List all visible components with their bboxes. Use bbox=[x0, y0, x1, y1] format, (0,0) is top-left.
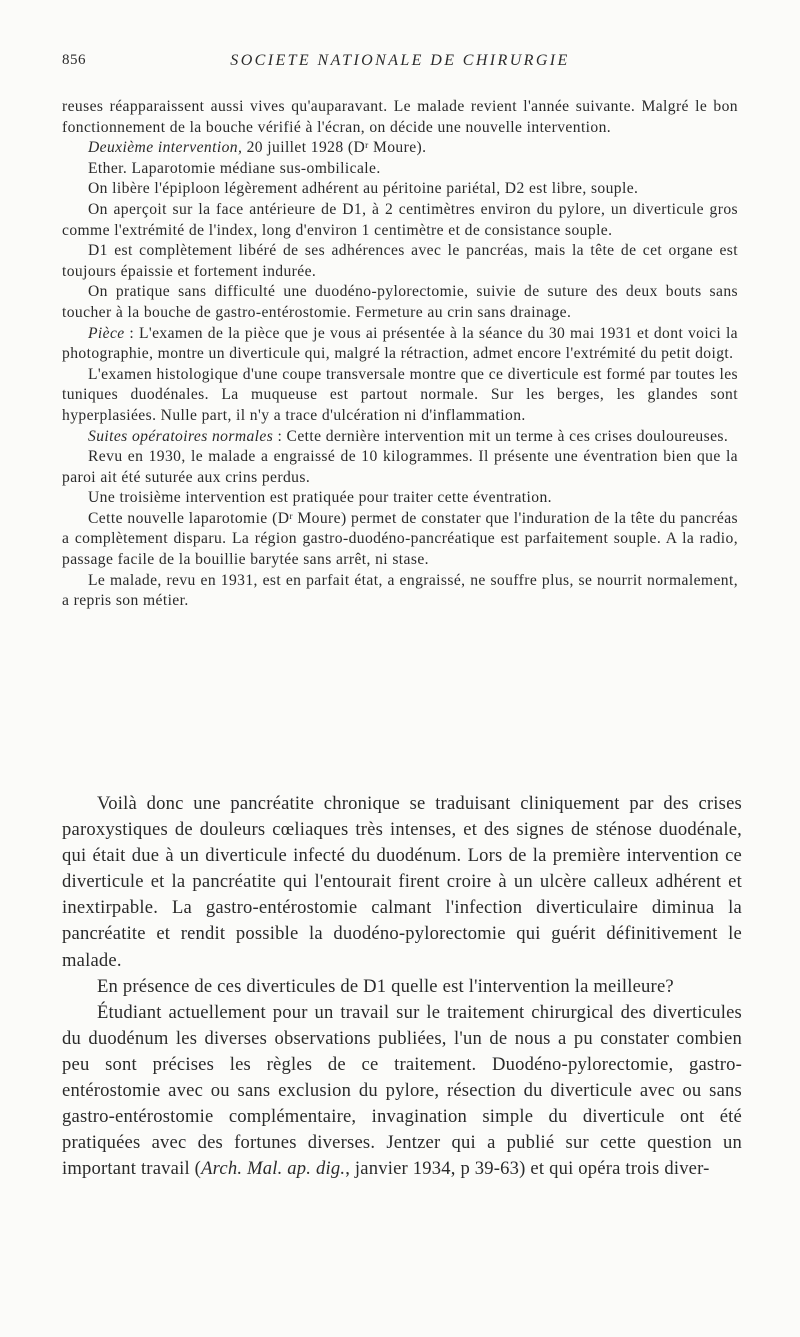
paragraph: Étudiant actuellement pour un travail sur le traitement chirurgical des diverticules du duodénum les diverses observations publiées, l'un de nous a pu constater combien peu sont précises les règles de ce traitement. Duodéno-pylorectomie, gastro-entérostomie avec ou sans exclusion du pylore, résection du diverticule avec ou sans gastro-entérostomie complémentaire, invagination simple du diverticule ont été pratiquées avec des fortunes diverses. Jentzer qui a publié sur cette question un important travail (Arch. Mal. ap. dig., janvier 1934, p 39-63) et qui opéra trois diver- bbox=[62, 1001, 742, 1180]
italic-heading: Deuxième intervention, bbox=[88, 139, 243, 157]
paragraph: D1 est complètement libéré de ses adhérences avec le pancréas, mais la tête de cet organe est toujours épaissie et fortement indurée. bbox=[62, 242, 738, 280]
journal-citation: Arch. Mal. ap. dig. bbox=[201, 1158, 346, 1180]
paragraph: Cette nouvelle laparotomie ($D^r$ Moure) permet de constater que l'induration de la tête du pancréas a complètement disparu. La région gastro-duodéno-pancréatique est parfaitement souple. A la radio, passage facile de la bouillie barytée sans arrêt, ni stase. bbox=[62, 509, 738, 569]
discussion-text bbox=[62, 791, 742, 1182]
paragraph: Revu en 1930, le malade a engraissé de 10 kilogrammes. Il présente une éventration bien que la paroi ait été suturée aux crins perdus. bbox=[62, 448, 738, 486]
paragraph: On libère l'épiploon légèrement adhérent au péritoine pariétal, D2 est libre, souple. bbox=[88, 180, 639, 198]
page-number: 856 bbox=[62, 52, 86, 68]
paragraph: Pièce : L'examen de la pièce que je vous ai présentée à la séance du 30 mai 1931 et dont voici la photographie, montre un diverticule qui, malgré la rétraction, admet encore l'extrémité du petit doigt. bbox=[62, 324, 738, 363]
paragraph: reuses réapparaissent aussi vives qu'auparavant. Le malade revient l'année suivante. Malgré le bon fonctionnement de la bouche vérifié à l'écran, on décide une nouvelle intervention. bbox=[62, 98, 738, 136]
case-report-text bbox=[62, 97, 738, 612]
paragraph: On aperçoit sur la face antérieure de D1, à 2 centimètres environ du pylore, un diverticule gros comme l'extrémité de l'index, long d'environ 1 centimètre et de consistance souple. bbox=[62, 200, 738, 239]
paragraph: Voilà donc une pancréatite chronique se traduisant cliniquement par des crises paroxystiques de douleurs cœliaques très intenses, et des signes de sténose duodénale, qui était due à un diverticule infecté du duodénum. Lors de la première intervention ce diverticule et la pancréatite qui l'entourait firent croire à un ulcère calleux adhérent et inextirpable. La gastro-entérostomie calmant l'infection diverticulaire diminua la pancréatite et rendit possible la duodéno-pylorectomie qui guérit définitivement le malade. bbox=[62, 793, 742, 971]
running-title: SOCIETE NATIONALE DE CHIRURGIE bbox=[230, 52, 570, 69]
paragraph: En présence de ces diverticules de D1 quelle est l'intervention la meilleure? bbox=[97, 975, 674, 997]
paragraph: Suites opératoires normales : Cette dernière intervention mit un terme à ces crises douloureuses. bbox=[88, 427, 729, 445]
paragraph: Une troisième intervention est pratiquée pour traiter cette éventration. bbox=[88, 489, 552, 507]
italic-heading: Suites opératoires normales bbox=[88, 427, 274, 445]
page-header bbox=[62, 52, 738, 76]
paragraph: Le malade, revu en 1931, est en parfait état, a engraissé, ne souffre plus, se nourrit normalement, a repris son métier. bbox=[62, 571, 738, 610]
paragraph: On pratique sans difficulté une duodéno-pylorectomie, suivie de suture des deux bouts sans toucher à la bouche de gastro-entérostomie. Fermeture au crin sans drainage. bbox=[62, 283, 738, 321]
paragraph: L'examen histologique d'une coupe transversale montre que ce diverticule est formé par toutes les tuniques duodénales. La muqueuse est partout normale. Sur les berges, les glandes sont hyperplasiées. Nulle part, il n'y a trace d'ulcération ni d'inflammation. bbox=[62, 365, 738, 424]
italic-heading: Pièce bbox=[88, 324, 125, 342]
paragraph: Ether. Laparotomie médiane sus-ombilicale. bbox=[88, 159, 381, 177]
paragraph: Deuxième intervention, 20 juillet 1928 ($D^r$ Moure). bbox=[88, 139, 427, 157]
